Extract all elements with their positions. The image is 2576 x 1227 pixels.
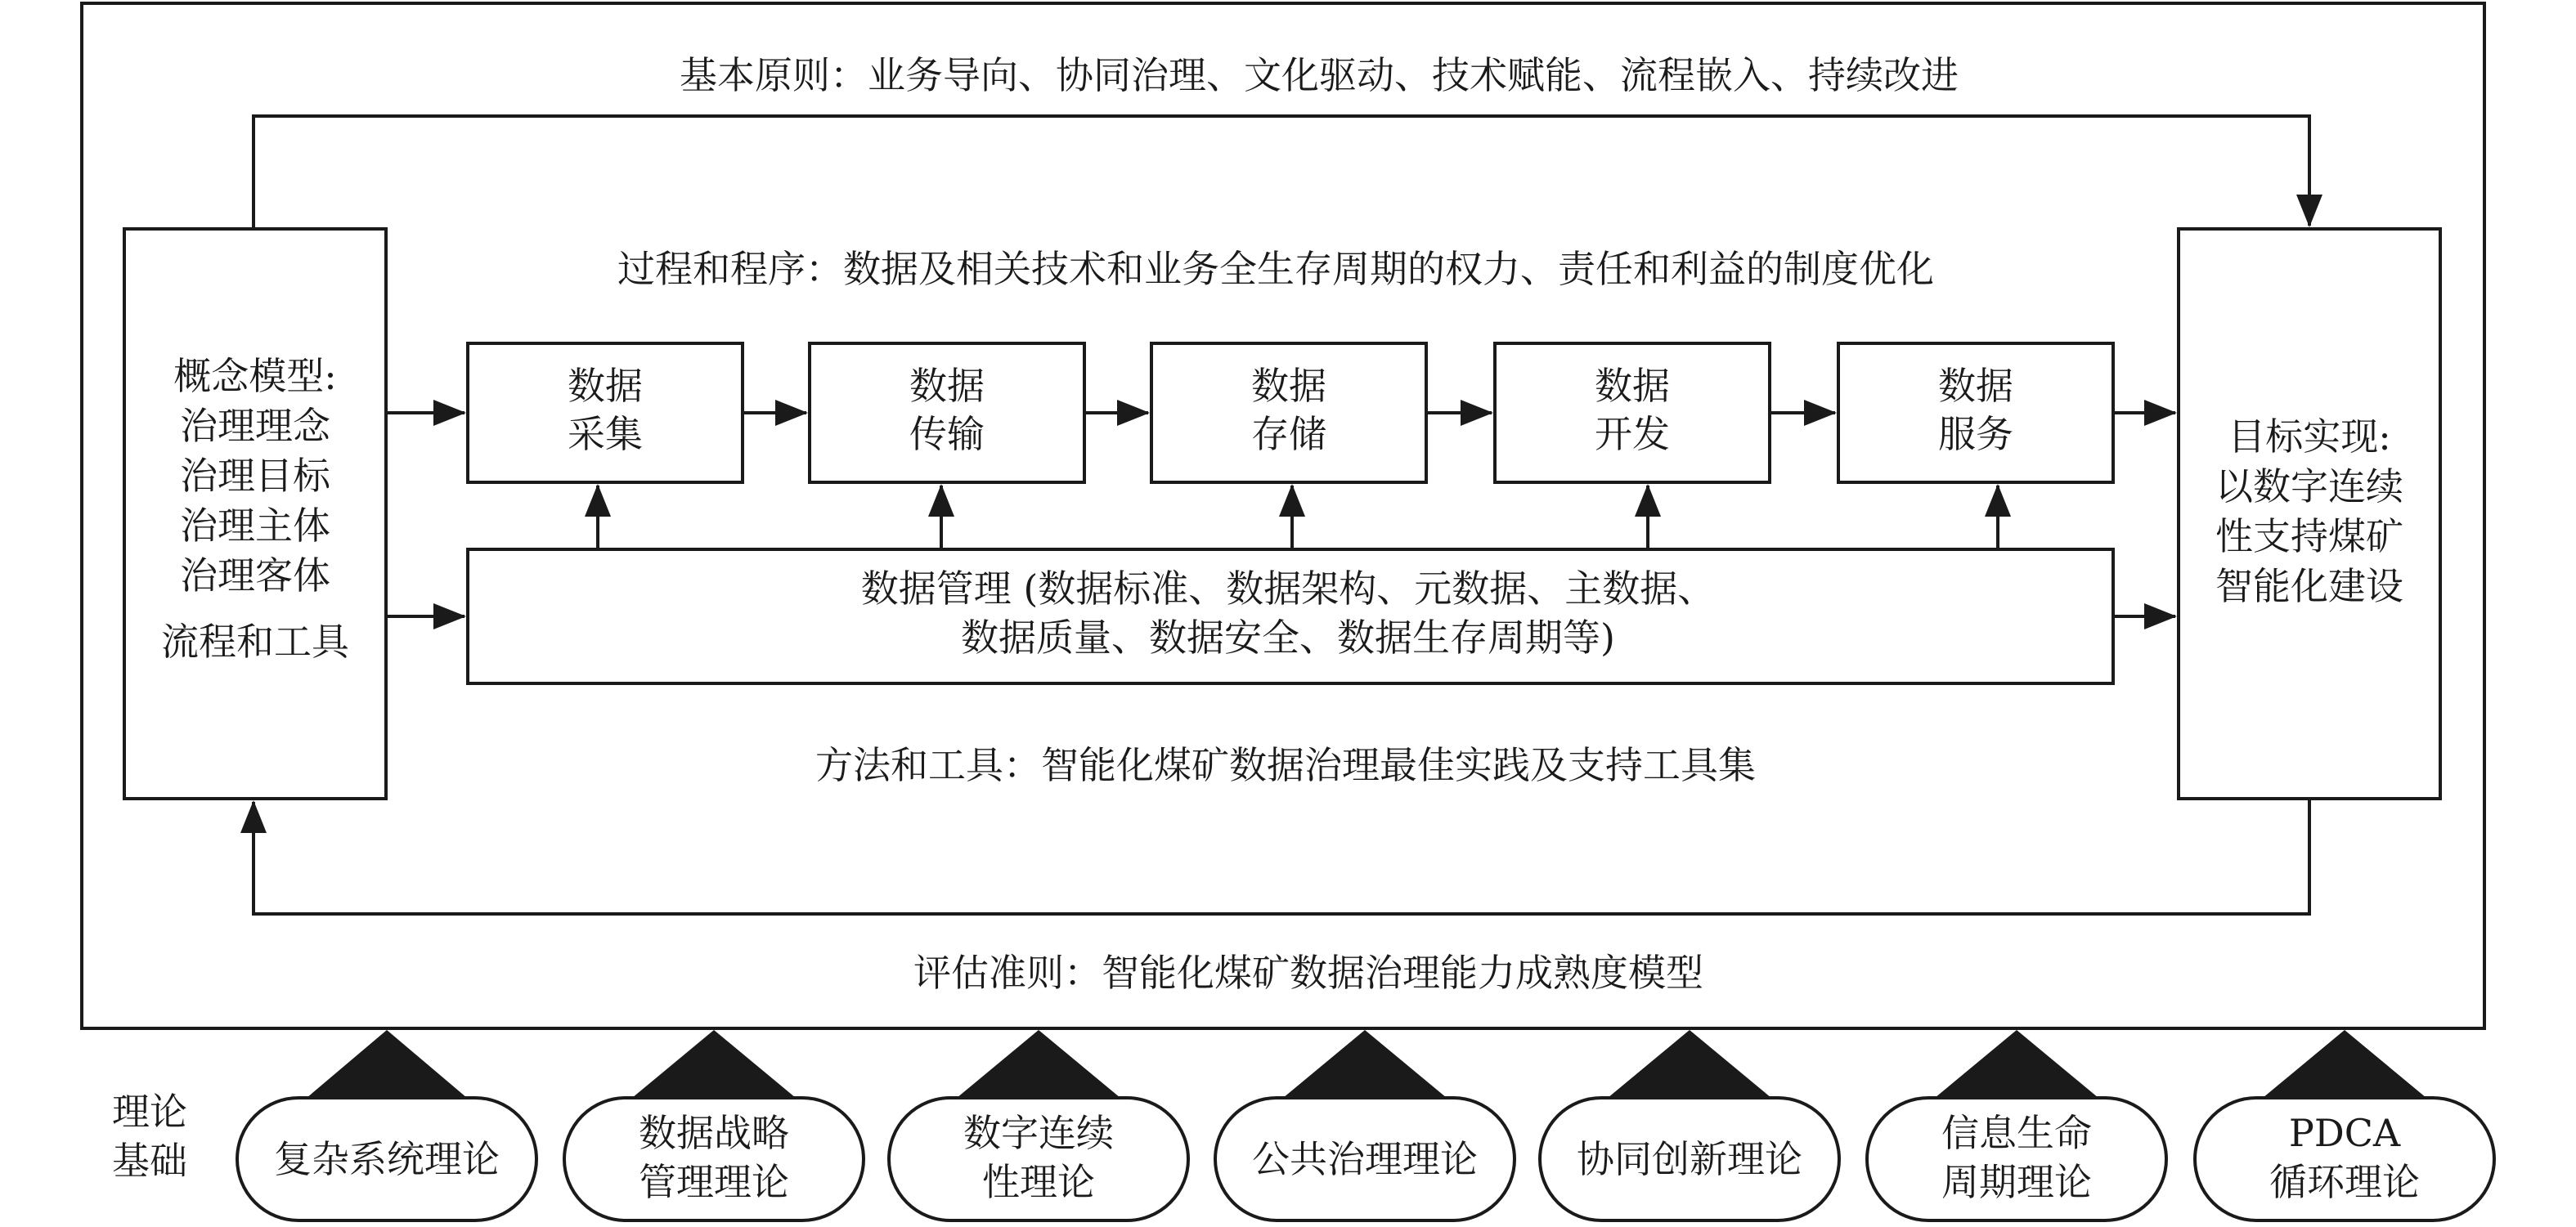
stage-label-top: 数据 — [1251, 364, 1326, 408]
stage-label-bottom: 存储 — [1251, 412, 1326, 456]
concept-model-text — [161, 354, 351, 664]
top-loop-arrow — [254, 116, 2309, 229]
stage-data-storage — [1151, 343, 1426, 482]
stage-data-transmission — [810, 343, 1084, 482]
stage-label-top: 数据 — [1595, 364, 1670, 408]
theory-information-lifecycle-top: 信息生命 — [1941, 1111, 2092, 1155]
theory-support-triangle — [1283, 1030, 1447, 1098]
concept-model-line: 流程和工具 — [161, 620, 349, 664]
theory-label-bottom: 基础 — [112, 1139, 187, 1183]
theory-data-strategy-bottom: 管理理论 — [639, 1160, 789, 1204]
theory-support-triangle — [307, 1030, 467, 1098]
goal-line: 以数字连续 — [2215, 464, 2403, 508]
stage-label-bottom: 开发 — [1595, 412, 1670, 456]
theory-complex-systems: 复杂系统理论 — [274, 1137, 500, 1181]
theory-information-lifecycle-bottom: 周期理论 — [1941, 1160, 2092, 1204]
data-management-line1: 数据管理 (数据标准、数据架构、元数据、主数据、 — [860, 566, 1716, 611]
theory-support-triangle — [957, 1030, 1120, 1098]
stage-label-top: 数据 — [568, 364, 643, 408]
theory-collaborative-innovation: 协同创新理论 — [1577, 1137, 1802, 1181]
theory-support-triangle — [1935, 1030, 2098, 1098]
theory-digital-continuity-bottom: 性理论 — [982, 1160, 1095, 1204]
theory-public-governance: 公共治理理论 — [1252, 1137, 1478, 1181]
stage-label-bottom: 采集 — [568, 412, 643, 456]
theory-digital-continuity-top: 数字连续 — [963, 1111, 1114, 1155]
goal-line: 智能化建设 — [2215, 564, 2403, 608]
concept-model-line: 治理理念 — [180, 404, 330, 448]
concept-model-line: 治理主体 — [180, 504, 330, 548]
stage-label-bottom: 传输 — [909, 412, 985, 456]
principles-text: 基本原则：业务导向、协同治理、文化驱动、技术赋能、流程嵌入、持续改进 — [680, 53, 1959, 97]
stage-label-top: 数据 — [1938, 364, 2013, 408]
methods-text: 方法和工具：智能化煤矿数据治理最佳实践及支持工具集 — [815, 743, 1756, 787]
stage-data-collection — [468, 343, 743, 482]
outer-frame — [82, 3, 2484, 1028]
theory-pdca-bottom: 循环理论 — [2269, 1160, 2420, 1204]
theory-pdca-top: PDCA — [2288, 1111, 2401, 1155]
theory-support-triangle — [2263, 1030, 2426, 1098]
theory-support-triangle — [1608, 1030, 1771, 1098]
stage-label-bottom: 服务 — [1938, 412, 2013, 456]
goal-line: 性支持煤矿 — [2215, 514, 2403, 558]
theory-support-triangle — [632, 1030, 796, 1098]
concept-model-line: 治理客体 — [180, 553, 330, 598]
evaluation-text: 评估准则：智能化煤矿数据治理能力成熟度模型 — [913, 951, 1703, 995]
process-text: 过程和程序：数据及相关技术和业务全生存周期的权力、责任和利益的制度优化 — [617, 247, 1934, 291]
concept-model-title: 概念模型: — [173, 354, 337, 398]
theory-label-top: 理论 — [112, 1090, 187, 1134]
data-management-line2: 数据质量、数据安全、数据生存周期等) — [961, 616, 1615, 660]
stage-label-top: 数据 — [909, 364, 985, 408]
stage-data-service — [1838, 343, 2113, 482]
theory-data-strategy-top: 数据战略 — [639, 1111, 789, 1155]
goal-title: 目标实现: — [2228, 414, 2391, 459]
stage-data-development — [1495, 343, 1770, 482]
concept-model-line: 治理目标 — [180, 454, 330, 498]
goal-text — [2215, 414, 2403, 608]
bottom-loop-arrow — [254, 799, 2309, 914]
